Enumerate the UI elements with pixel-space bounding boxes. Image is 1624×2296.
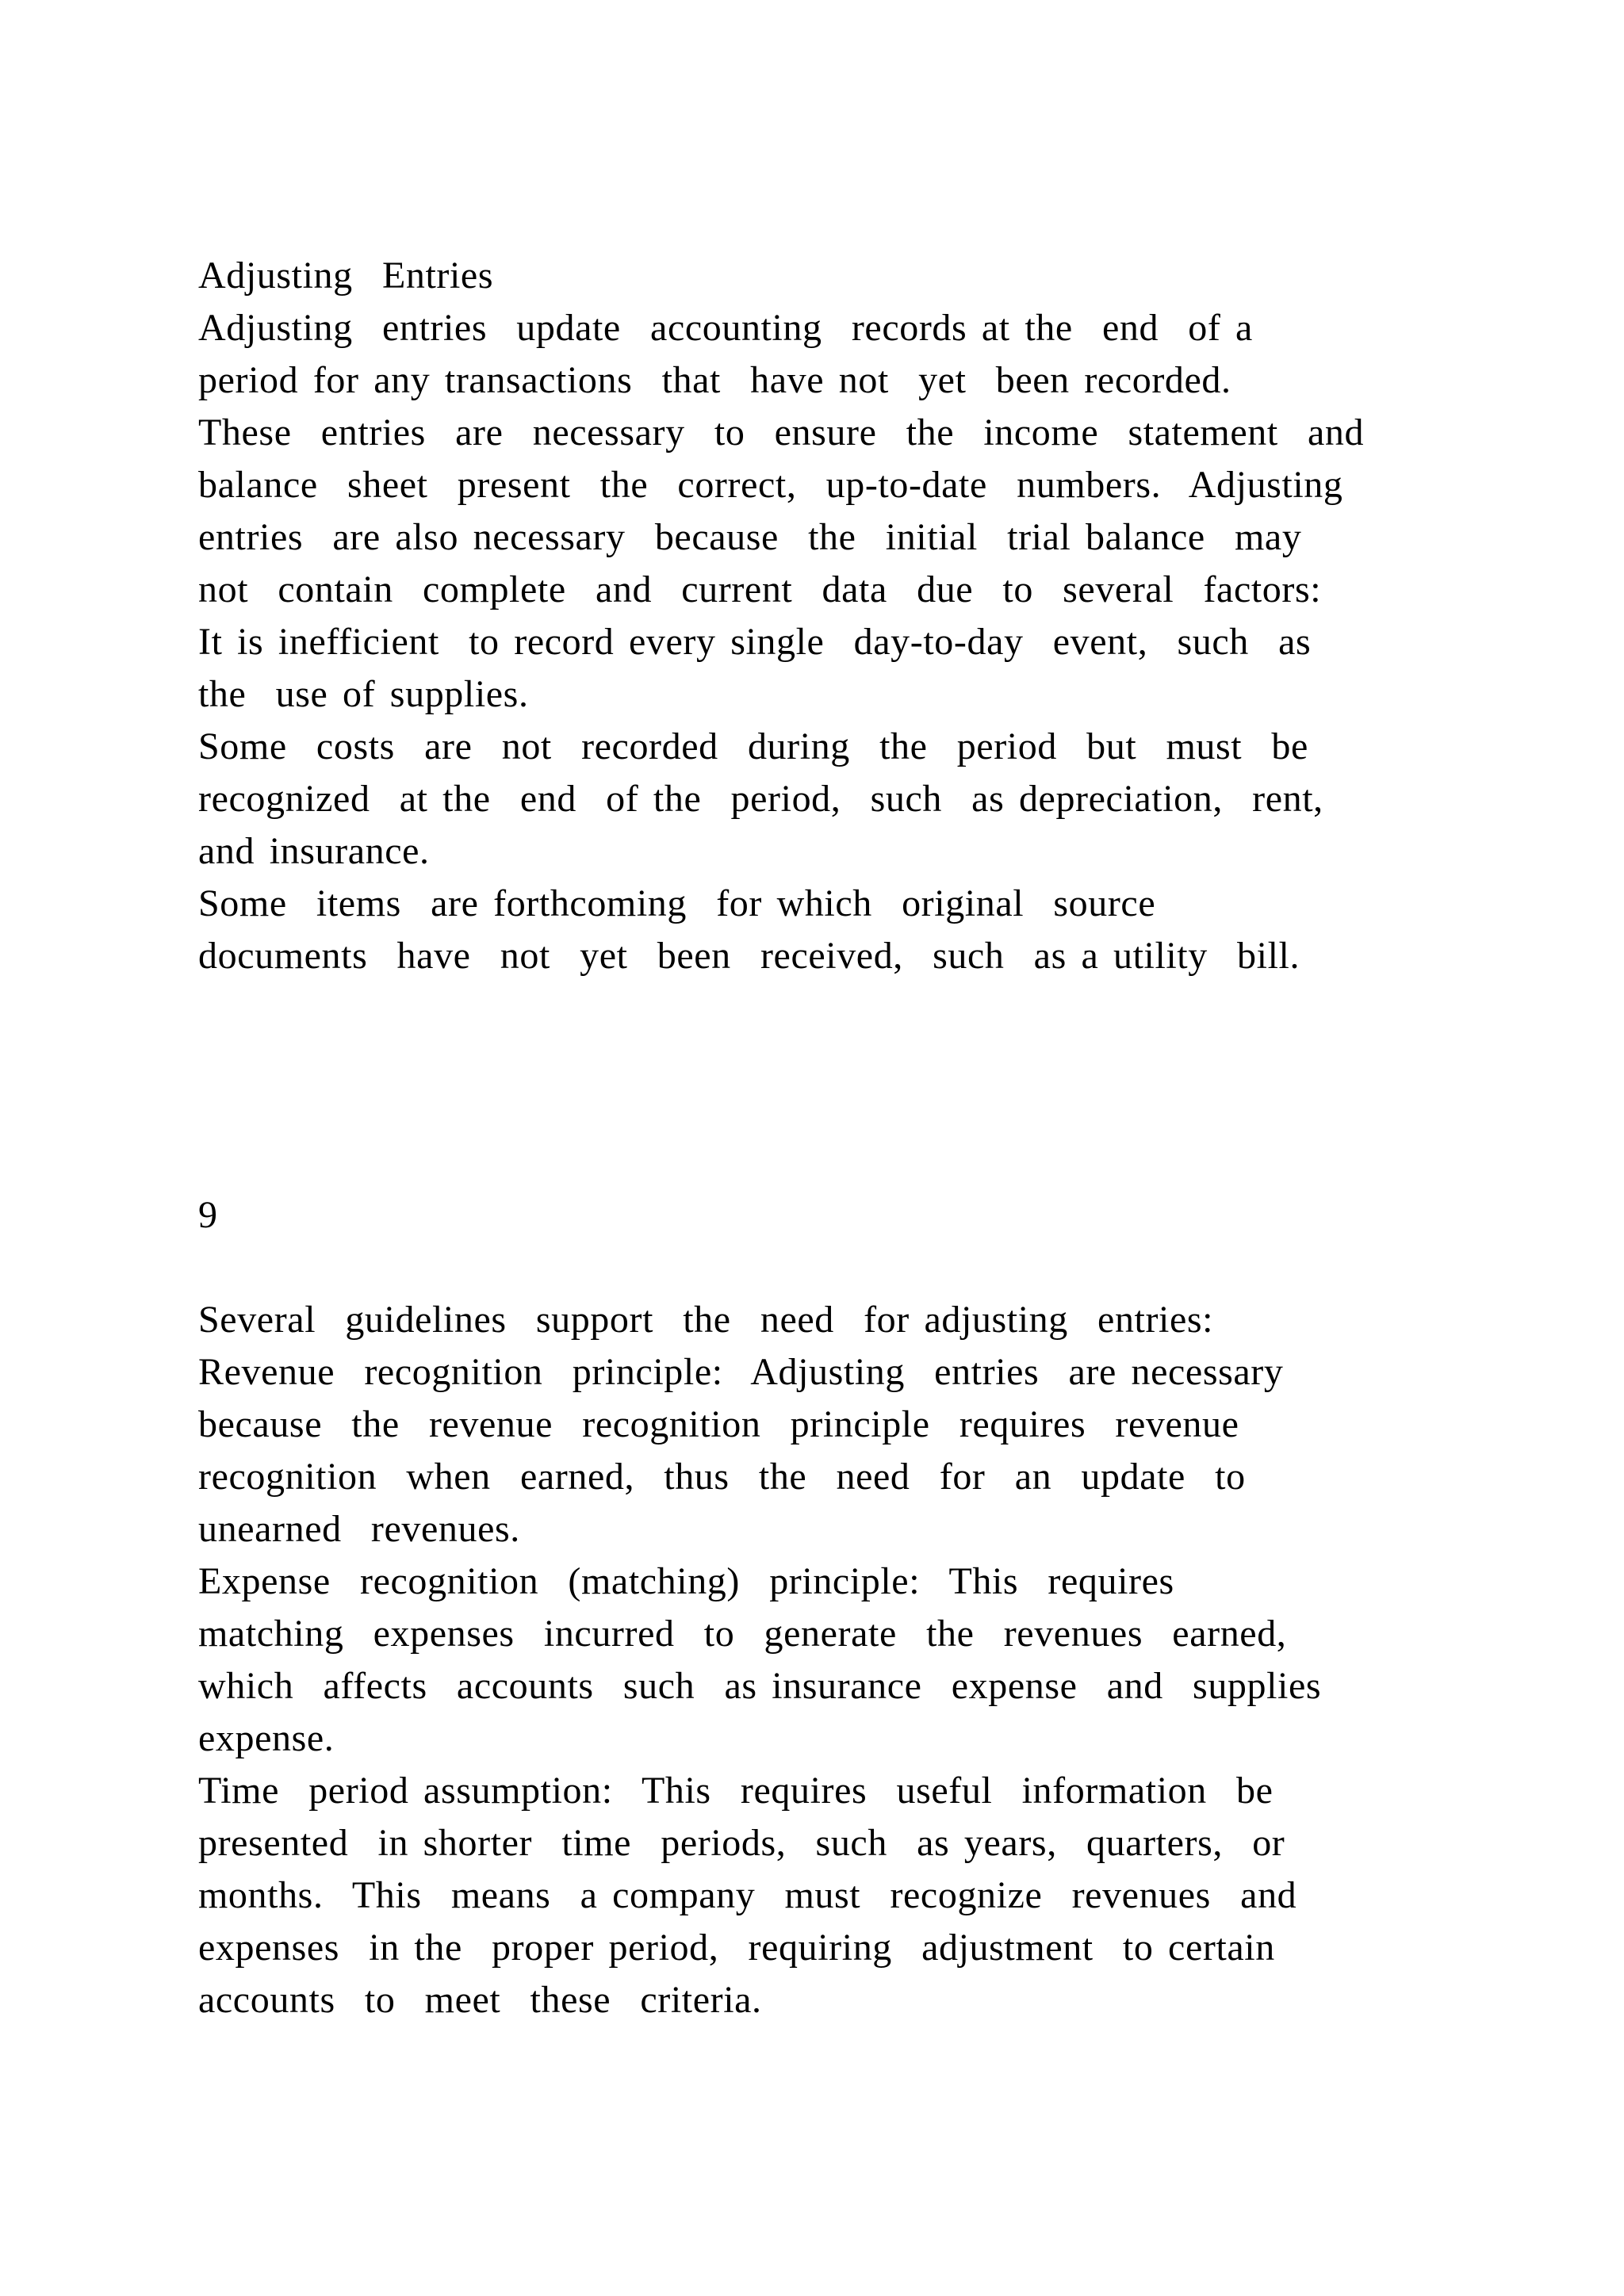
- text-line: not contain complete and current data due to several factors:: [198, 568, 1322, 610]
- text-line: It is inefficient to record every single day-to-day event, such as: [198, 621, 1312, 663]
- text-line: balance sheet present the correct, up-to-date numbers. Adjusting: [198, 464, 1343, 506]
- text-line: unearned revenues.: [198, 1508, 520, 1550]
- text-line: presented in shorter time periods, such as years, quarters, or: [198, 1822, 1285, 1864]
- text-line: These entries are necessary to ensure the income statement and: [198, 411, 1365, 453]
- text-line: expense.: [198, 1717, 335, 1759]
- text-line: matching expenses incurred to generate the revenues earned,: [198, 1613, 1287, 1655]
- document-heading: Adjusting Entries: [198, 254, 494, 297]
- text-line: period for any transactions that have not yet been recorded.: [198, 359, 1231, 401]
- text-line: Several guidelines support the need for adjusting entries:: [198, 1299, 1214, 1341]
- text-line: Some items are forthcoming for which original source: [198, 882, 1156, 924]
- text-line: recognized at the end of the period, such as depreciation, rent,: [198, 778, 1323, 820]
- text-line: entries are also necessary because the initial trial balance may: [198, 516, 1302, 558]
- text-line: Expense recognition (matching) principle: This requires: [198, 1560, 1174, 1602]
- text-line: Time period assumption: This requires useful information be: [198, 1770, 1274, 1812]
- text-line: months. This means a company must recognize revenues and: [198, 1874, 1297, 1916]
- text-line: documents have not yet been received, such as a utility bill.: [198, 935, 1300, 977]
- text-line: recognition when earned, thus the need for an update to: [198, 1456, 1246, 1498]
- text-line: Some costs are not recorded during the period but must be: [198, 725, 1308, 767]
- text-line: which affects accounts such as insurance expense and supplies: [198, 1665, 1322, 1707]
- text-line: expenses in the proper period, requiring adjustment to certain: [198, 1927, 1275, 1969]
- text-line: and insurance.: [198, 830, 430, 872]
- text-line: because the revenue recognition principle requires revenue: [198, 1403, 1239, 1445]
- text-line: the use of supplies.: [198, 673, 529, 715]
- text-line: Adjusting entries update accounting records at the end of a: [198, 307, 1253, 349]
- text-line: accounts to meet these criteria.: [198, 1979, 762, 2021]
- text-line: Revenue recognition principle: Adjusting entries are necessary: [198, 1351, 1284, 1393]
- page-number: 9: [198, 1194, 218, 1236]
